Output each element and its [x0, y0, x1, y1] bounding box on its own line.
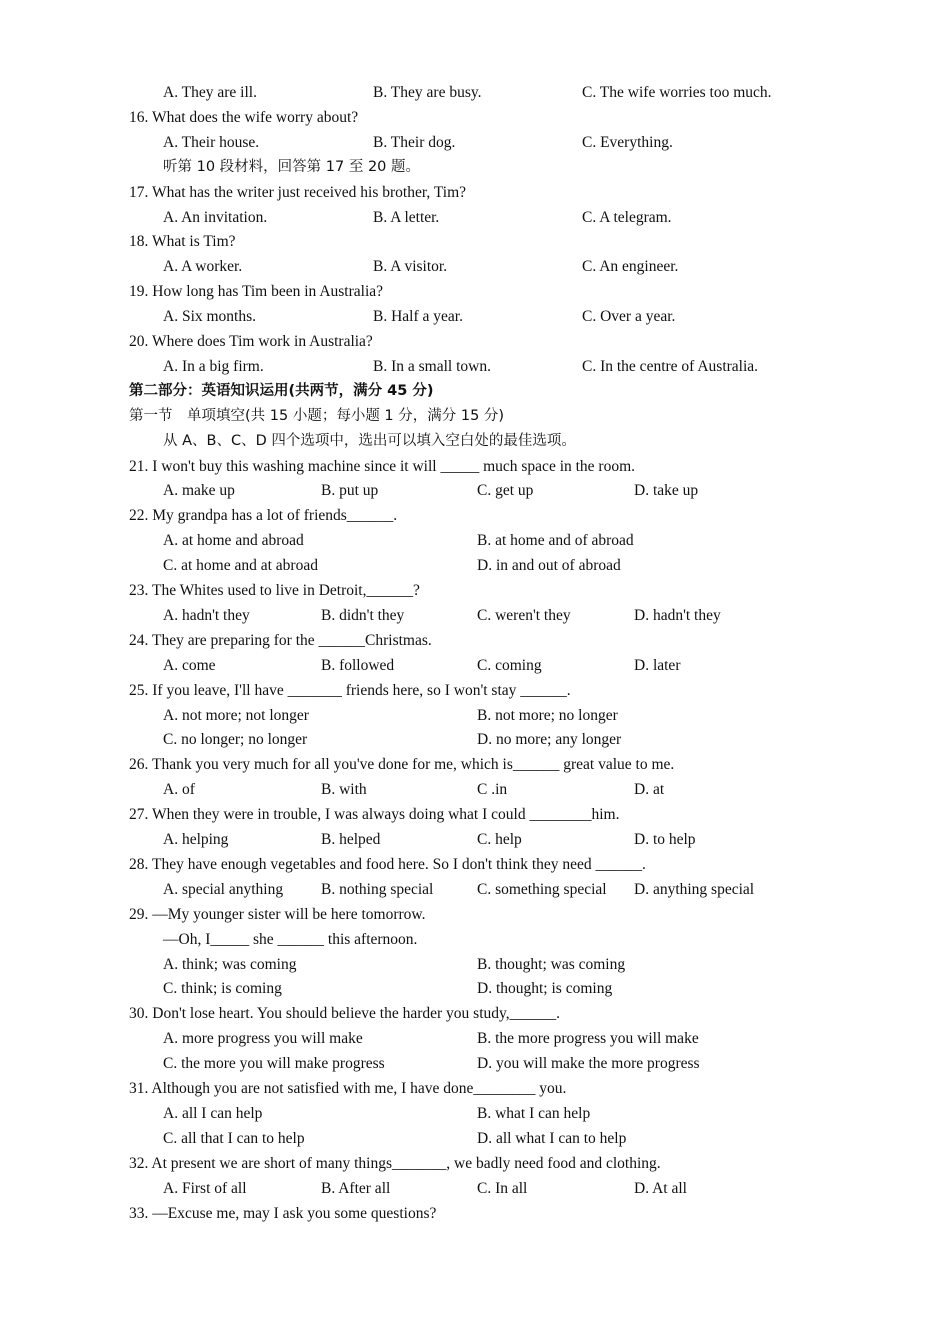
answer-option: A. Six months. [163, 308, 257, 325]
answer-option: D. At all [634, 1180, 687, 1197]
answer-option: D. anything special [634, 881, 755, 898]
answer-option: C. get up [477, 482, 534, 499]
answer-option: D. take up [634, 482, 699, 499]
answer-option: D. you will make the more progress [477, 1055, 700, 1072]
option-row [0, 777, 950, 802]
answer-option: B. what I can help [477, 1105, 591, 1122]
answer-option: C. all that I can to help [163, 1130, 305, 1147]
option-row [0, 653, 950, 678]
option-row [0, 130, 950, 155]
answer-option: B. Their dog. [373, 134, 456, 151]
question-text: 19. How long has Tim been in Australia? [129, 283, 384, 300]
answer-option: B. not more; no longer [477, 707, 618, 724]
answer-option: C. weren't they [477, 607, 571, 624]
answer-option: B. They are busy. [373, 84, 482, 101]
answer-option: C. In the centre of Australia. [582, 358, 759, 375]
instruction-text: 从 A、B、C、D 四个选项中，选出可以填入空白处的最佳选项。 [163, 433, 576, 449]
answer-option: A. make up [163, 482, 235, 499]
option-row [0, 952, 950, 977]
answer-option: A. special anything [163, 881, 284, 898]
answer-option: B. helped [321, 831, 381, 848]
question-text: 27. When they were in trouble, I was always doing what I could ________him. [129, 806, 620, 823]
option-row [0, 976, 950, 1001]
option-row [0, 1126, 950, 1151]
answer-option: A. hadn't they [163, 607, 250, 624]
option-row [0, 1176, 950, 1201]
answer-option: A. A worker. [163, 258, 243, 275]
answer-option: B. with [321, 781, 367, 798]
question-text: 24. They are preparing for the ______Christmas. [129, 632, 432, 649]
question-text: 32. At present we are short of many things_______, we badly need food and clothing. [129, 1155, 661, 1172]
answer-option: C. think; is coming [163, 980, 282, 997]
answer-option: D. hadn't they [634, 607, 721, 624]
instruction-text: 听第 10 段材料，回答第 17 至 20 题。 [163, 159, 421, 175]
option-row [0, 1026, 950, 1051]
answer-option: A. at home and abroad [163, 532, 304, 549]
answer-option: C. something special [477, 881, 607, 898]
option-row [0, 603, 950, 628]
dialogue-line: —Oh, I_____ she ______ this afternoon. [163, 931, 418, 948]
answer-option: A. They are ill. [163, 84, 257, 101]
answer-option: C. the more you will make progress [163, 1055, 385, 1072]
answer-option: C. Everything. [582, 134, 673, 151]
answer-option: B. thought; was coming [477, 956, 626, 973]
answer-option: B. A letter. [373, 209, 440, 226]
option-row [0, 553, 950, 578]
answer-option: C. In all [477, 1180, 528, 1197]
answer-option: B. followed [321, 657, 395, 674]
question-text: 33. —Excuse me, may I ask you some questions? [129, 1205, 437, 1222]
answer-option: B. In a small town. [373, 358, 491, 375]
answer-option: A. of [163, 781, 195, 798]
answer-option: A. First of all [163, 1180, 247, 1197]
option-row [0, 254, 950, 279]
answer-option: A. helping [163, 831, 229, 848]
answer-option: B. put up [321, 482, 379, 499]
answer-option: A. In a big firm. [163, 358, 264, 375]
answer-option: D. later [634, 657, 681, 674]
option-row [0, 703, 950, 728]
answer-option: A. more progress you will make [163, 1030, 363, 1047]
question-text: 31. Although you are not satisfied with me, I have done________ you. [129, 1080, 567, 1097]
answer-option: C. help [477, 831, 522, 848]
option-row [0, 727, 950, 752]
option-row [0, 877, 950, 902]
option-row [0, 1101, 950, 1126]
question-text: 25. If you leave, I'll have _______ friends here, so I won't stay ______. [129, 682, 571, 699]
question-text: 30. Don't lose heart. You should believe the harder you study,______. [129, 1005, 560, 1022]
answer-option: C. at home and at abroad [163, 557, 318, 574]
question-text: 18. What is Tim? [129, 233, 236, 250]
answer-option: A. all I can help [163, 1105, 263, 1122]
answer-option: A. come [163, 657, 216, 674]
question-text: 26. Thank you very much for all you've done for me, which is______ great value to me. [129, 756, 675, 773]
answer-option: C. no longer; no longer [163, 731, 308, 748]
question-text: 28. They have enough vegetables and food here. So I don't think they need ______. [129, 856, 646, 873]
option-row [0, 827, 950, 852]
answer-option: C. A telegram. [582, 209, 672, 226]
question-text: 17. What has the writer just received his brother, Tim? [129, 184, 467, 201]
answer-option: A. not more; not longer [163, 707, 309, 724]
answer-option: A. Their house. [163, 134, 260, 151]
option-row [0, 304, 950, 329]
option-row [0, 478, 950, 503]
answer-option: D. in and out of abroad [477, 557, 621, 574]
answer-option: C .in [477, 781, 508, 798]
question-text: 20. Where does Tim work in Australia? [129, 333, 373, 350]
answer-option: D. all what I can to help [477, 1130, 627, 1147]
question-text: 21. I won't buy this washing machine since it will _____ much space in the room. [129, 458, 636, 475]
question-text: 16. What does the wife worry about? [129, 109, 359, 126]
answer-option: B. A visitor. [373, 258, 448, 275]
part-heading: 第二部分：英语知识运用(共两节，满分 45 分) [129, 383, 434, 399]
option-row [0, 1051, 950, 1076]
option-row [0, 528, 950, 553]
section-heading: 第一节 单项填空(共 15 小题；每小题 1 分，满分 15 分) [129, 408, 505, 424]
answer-option: D. thought; is coming [477, 980, 613, 997]
answer-option: C. coming [477, 657, 542, 674]
answer-option: B. didn't they [321, 607, 405, 624]
answer-option: A. An invitation. [163, 209, 268, 226]
answer-option: B. nothing special [321, 881, 434, 898]
option-row [0, 205, 950, 230]
option-row [0, 80, 950, 105]
answer-option: B. the more progress you will make [477, 1030, 699, 1047]
answer-option: B. Half a year. [373, 308, 463, 325]
question-text: 22. My grandpa has a lot of friends______. [129, 507, 398, 524]
answer-option: C. The wife worries too much. [582, 84, 772, 101]
question-text: 29. —My younger sister will be here tomorrow. [129, 906, 426, 923]
answer-option: C. Over a year. [582, 308, 676, 325]
answer-option: B. at home and of abroad [477, 532, 634, 549]
answer-option: A. think; was coming [163, 956, 297, 973]
question-text: 23. The Whites used to live in Detroit,______? [129, 582, 420, 599]
answer-option: C. An engineer. [582, 258, 679, 275]
answer-option: D. at [634, 781, 665, 798]
answer-option: B. After all [321, 1180, 391, 1197]
answer-option: D. to help [634, 831, 696, 848]
option-row [0, 354, 950, 379]
answer-option: D. no more; any longer [477, 731, 622, 748]
